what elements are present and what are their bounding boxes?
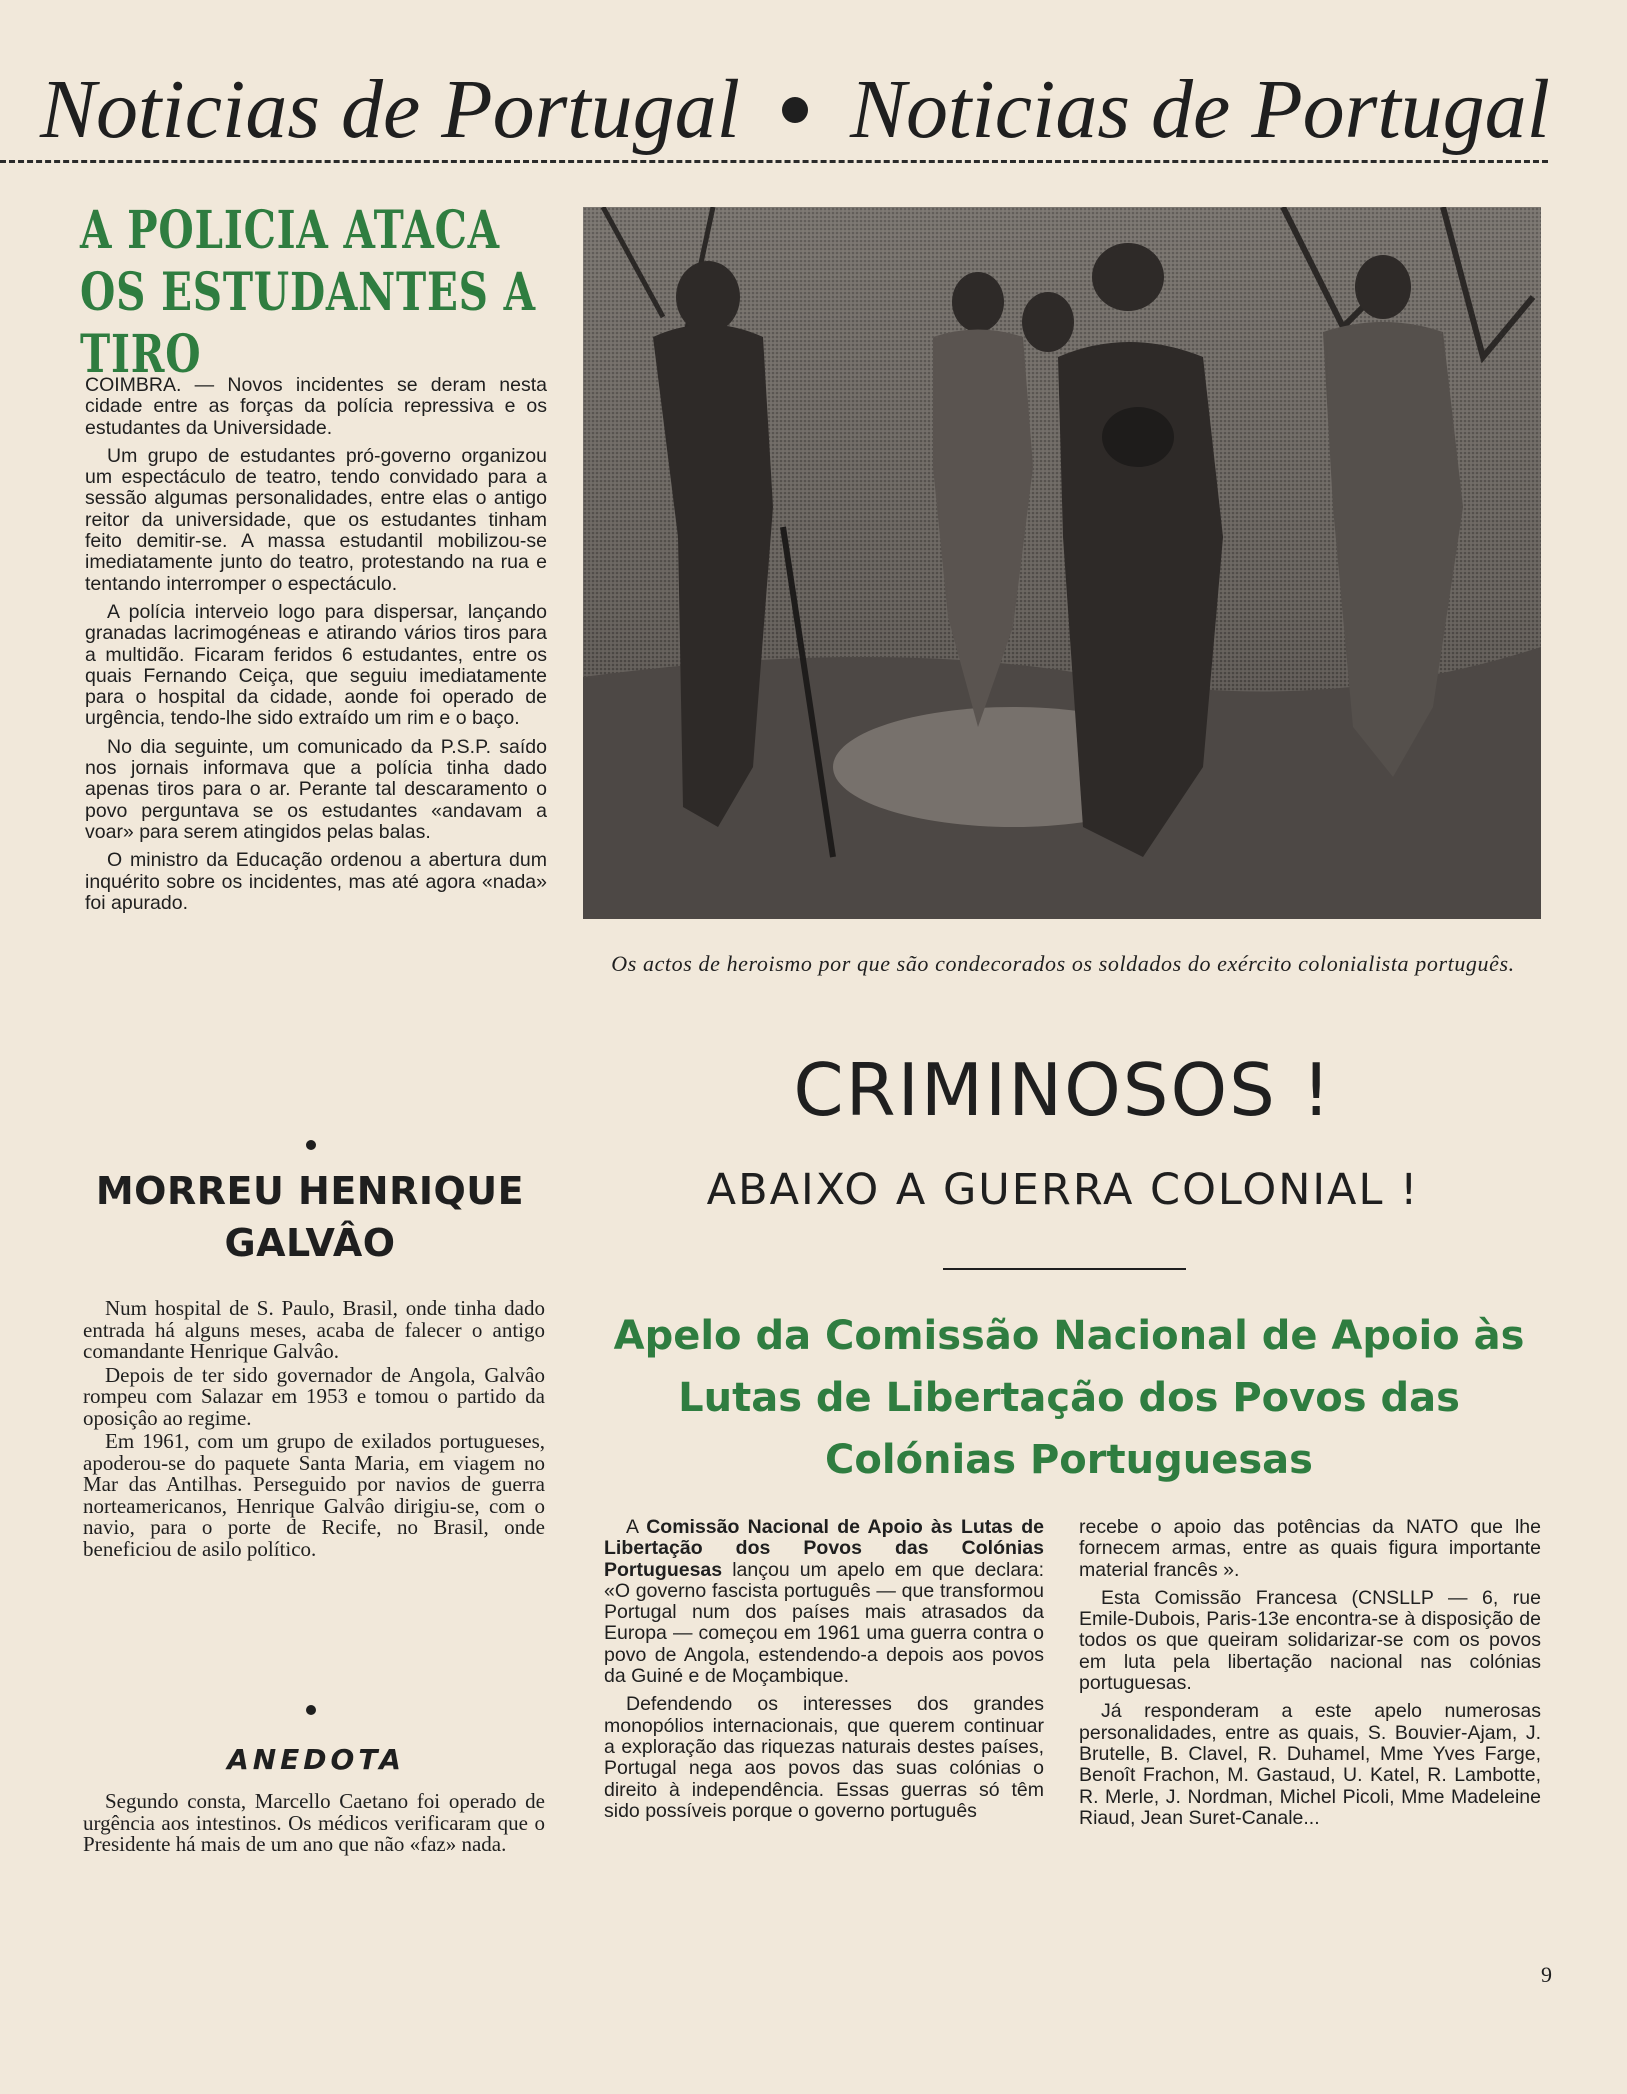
paragraph: Segundo consta, Marcello Caetano foi operado de urgência aos intestinos. Os médicos verificaram que o Presidente há mais de um ano que não «faz» nada.: [83, 1789, 545, 1856]
bullet-dot-icon: [782, 97, 808, 123]
soldiers-photo: [583, 207, 1541, 919]
paragraph: A polícia interveio logo para dispersar, lançando granadas lacrimogéneas e atirando vários tiros para a multidão. Ficaram feridos 6 estudantes, entre os quais Fernando Ceiça, que seguiu imediatamente para o hospital da cidade, aonde foi operado de urgência, tendo-lhe sido extraído um rim e o baço.: [85, 600, 547, 730]
paragraph: O ministro da Educação ordenou a abertura dum inquérito sobre os incidentes, mas até agora «nada» foi apurado.: [85, 849, 547, 914]
text-span: A: [626, 1516, 647, 1538]
paragraph: Já responderam a este apelo numerosas personalidades, entre as quais, S. Bouvier-Ajam, J. Brutelle, B. Clavel, R. Duhamel, Mme Yves Farge, Benoît Frachon, M. Gastaud, U. Katel, R. Lambotte, R. Merle, J. Nordman, Michel Picoli, Mme Madeleine Riaud, Jean Suret-Canale...: [1079, 1700, 1541, 1829]
masthead: [40, 62, 1550, 157]
paragraph: Um grupo de estudantes pró-governo organizou um espectáculo de teatro, tendo convidado para a sessão algumas personalidades, entre elas o antigo reitor da universidade, que os estudantes tinham feito demitir-se. A massa estudantil mobilizou-se imediatamente junto do teatro, protestando na rua e tentando interromper o espectáculo.: [85, 444, 547, 595]
article-galvao-body: [83, 1298, 545, 1562]
masthead-left: Noticias de Portugal: [40, 63, 740, 156]
paragraph: Depois de ter sido governador de Angola, Galvâo rompeu com Salazar em 1953 e tomou o partido da oposiçâo ao regime.: [83, 1362, 545, 1430]
photo-caption: Os actos de heroismo por que são condecorados os soldados do exército colonialista português.: [611, 951, 1515, 976]
headline-abaixo: ABAIXO A GUERRA COLONIAL !: [706, 1165, 1420, 1215]
paragraph: COIMBRA. — Novos incidentes se deram nesta cidade entre as forças da polícia repressiva e os estudantes da Universidade.: [85, 374, 547, 439]
paragraph: [604, 1517, 1044, 1687]
masthead-rule: [0, 160, 1548, 163]
text-span: lançou um apelo em que declara: «O governo fascista português — que transformou Portugal num dos países mais atrasados da Europa — começou em 1961 uma guerra contra o povo de Angola, estendendo-a depois aos povos da Guiné e de Moçambique.: [604, 1558, 1044, 1688]
headline-galvao: MORREU HENRIQUE GALVÂO: [95, 1169, 525, 1265]
headline-policia: A POLICIA ATACA OS ESTUDANTES A TIRO: [80, 200, 536, 385]
article-apelo-column-1: [604, 1517, 1044, 1829]
headline-criminosos: CRIMINOSOS !: [793, 1048, 1333, 1132]
article-anedota-body: [83, 1791, 545, 1858]
article-apelo-column-2: [1079, 1517, 1541, 1836]
headline-anedota: ANEDOTA: [227, 1743, 405, 1776]
committee-name: Comissão Nacional de Apoio às Lutas de Libertação dos Povos das Colónias Portuguesas: [604, 1516, 1044, 1581]
masthead-right: Noticias de Portugal: [850, 63, 1550, 156]
separator-dot-icon: [306, 1140, 316, 1150]
paragraph: Defendendo os interesses dos grandes monopólios internacionais, que querem continuar a exploração das riquezas naturais destes países, Portugal nega aos povos das suas colónias o direito à independência. Essas guerras só têm sido possíveis porque o governo português: [604, 1693, 1044, 1822]
paragraph: recebe o apoio das potências da NATO que lhe fornecem armas, entre as quais figura importante material francês ».: [1079, 1516, 1541, 1581]
article-policia-body: [85, 375, 547, 921]
headline-apelo: Apelo da Comissão Nacional de Apoio às Lutas de Libertação dos Povos das Colónias Portuguesas: [613, 1313, 1525, 1483]
separator-dot-icon: [306, 1705, 316, 1715]
section-rule: [943, 1268, 1186, 1270]
paragraph: No dia seguinte, um comunicado da P.S.P. saído nos jornais informava que a polícia tinha dado apenas tiros para o ar. Perante tal descaramento o povo perguntava se os estudantes «andavam a voar» para serem atingidos pelas balas.: [85, 735, 547, 843]
paragraph: Num hospital de S. Paulo, Brasil, onde tinha dado entrada há alguns meses, acaba de falecer o antigo comandante Henrique Galvâo.: [83, 1296, 545, 1363]
paragraph: Em 1961, com um grupo de exilados portugueses, apoderou-se do paquete Santa Maria, em viagem no Mar das Antilhas. Perseguido por navios de guerra norteamericanos, Henrique Galvâo dirigiu-se, com o navio, para o porte de Recife, no Brasil, onde beneficiou de asilo político.: [83, 1429, 545, 1561]
paragraph: Esta Comissão Francesa (CNSLLP — 6, rue Emile-Dubois, Paris-13e encontra-se à disposição de todos os que queiram solidarizar-se com os povos em luta pela libertação nacional nas colónias portuguesas.: [1079, 1586, 1541, 1695]
page-number: 9: [1541, 1962, 1552, 1987]
